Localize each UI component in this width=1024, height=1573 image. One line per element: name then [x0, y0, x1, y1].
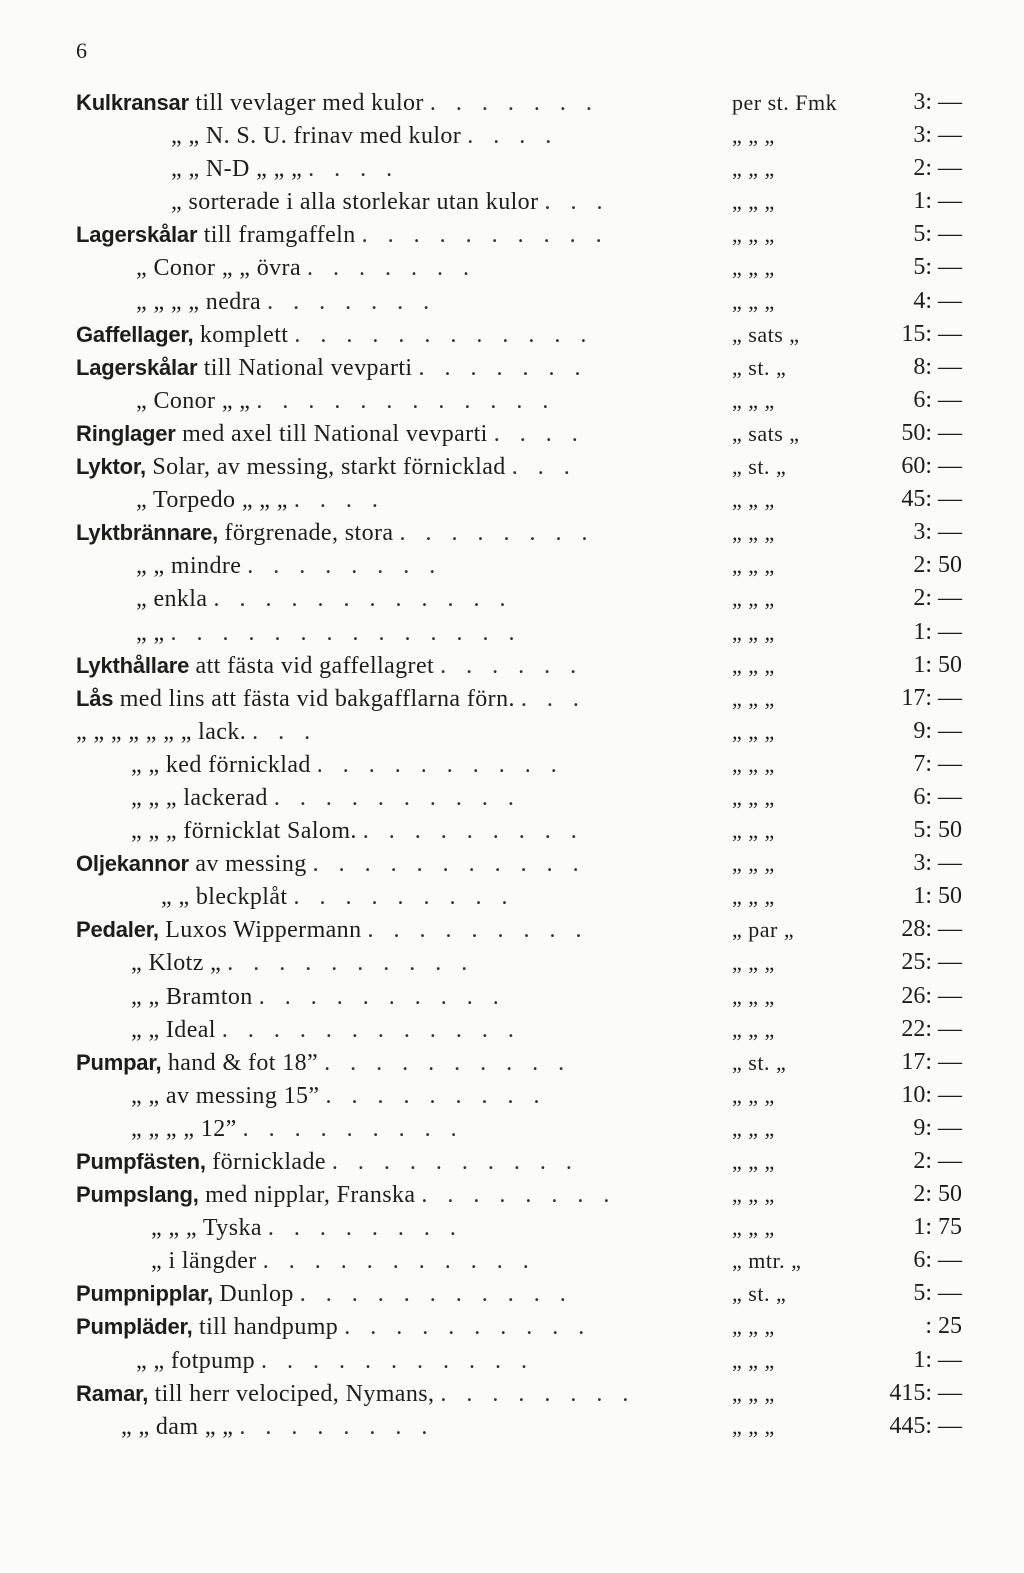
price-row	[76, 549, 966, 582]
item-description	[76, 682, 586, 716]
item-price: 415: —	[889, 1379, 962, 1406]
item-price: 445: —	[889, 1412, 962, 1439]
dot-leader: . . . . . . . . .	[362, 818, 584, 845]
item-description	[171, 185, 609, 219]
item-price: 17: —	[901, 684, 962, 711]
item-description	[76, 1046, 571, 1080]
item-unit: „ „ „	[732, 1215, 775, 1241]
item-unit: „ „ „	[732, 718, 775, 744]
item-price: 9: —	[913, 1114, 962, 1141]
item-unit: „ st. „	[732, 454, 787, 480]
item-name: Lagerskålar	[76, 354, 198, 380]
dot-leader: . . . .	[467, 123, 559, 150]
item-unit: „ „ „	[732, 950, 775, 976]
item-detail: „ i längder	[151, 1248, 257, 1275]
item-price: 5: 50	[913, 817, 962, 844]
item-description	[76, 1145, 579, 1179]
item-description	[136, 384, 555, 418]
item-unit: „ „ „	[732, 156, 775, 182]
item-detail: till vevlager med kulor	[188, 90, 424, 116]
item-unit: „ „ „	[732, 1413, 775, 1439]
price-row	[76, 86, 966, 119]
item-detail: till handpump	[192, 1314, 339, 1341]
item-name: Ramar,	[76, 1380, 149, 1406]
item-unit: „ st. „	[732, 1049, 787, 1075]
item-detail: Solar, av messing, starkt förnicklad	[145, 454, 506, 481]
item-name: Pumpfästen,	[76, 1149, 206, 1174]
page-number: 6	[76, 38, 87, 63]
price-row	[76, 748, 966, 781]
item-detail: till National vevparti	[197, 354, 413, 381]
item-description	[76, 649, 583, 683]
item-detail: „ „ mindre	[136, 553, 242, 580]
item-detail: „ „ av messing 15”	[131, 1082, 320, 1109]
price-row	[76, 1344, 966, 1377]
item-detail: till herr velociped, Nymans,	[148, 1380, 435, 1407]
item-description	[131, 1079, 546, 1113]
item-description	[136, 483, 385, 517]
price-row	[76, 1013, 966, 1046]
item-detail: med lins att fästa vid bakgafflarna förn.	[113, 685, 515, 712]
dot-leader: . . . .	[293, 487, 385, 514]
item-detail: komplett	[193, 321, 289, 348]
item-price: 28: —	[901, 916, 962, 943]
item-price: : 25	[925, 1313, 962, 1340]
item-unit: „ „ „	[732, 652, 775, 678]
item-description	[76, 1277, 573, 1311]
item-detail: „ „ „ „ „ „ „ lack.	[76, 718, 247, 745]
price-row	[76, 1277, 966, 1310]
price-row	[76, 1410, 966, 1443]
item-unit: „ sats „	[732, 420, 800, 446]
item-unit: „ „ „	[732, 884, 775, 910]
price-row	[76, 946, 966, 979]
dot-leader: . . . .	[308, 156, 400, 183]
item-name: Lagerskålar	[76, 222, 198, 248]
item-price: 3: —	[913, 850, 962, 877]
item-detail: „ „ Bramton	[131, 983, 253, 1010]
item-price: 1: 50	[913, 883, 962, 910]
item-price: 15: —	[901, 320, 962, 347]
item-price: 5: —	[913, 221, 962, 248]
item-name: Lyktbrännare,	[76, 520, 219, 546]
item-detail: „ „ „ „ nedra	[136, 288, 262, 315]
item-description	[136, 582, 512, 616]
item-detail: „ sorterade i alla storlekar utan kulor	[171, 189, 539, 216]
item-description	[76, 450, 577, 484]
item-description	[76, 1178, 616, 1212]
price-row	[76, 1211, 966, 1244]
price-row	[76, 218, 966, 251]
item-unit: „ „ „	[732, 1380, 775, 1406]
dot-leader: . . . . . . . . . .	[227, 950, 475, 977]
item-name: Lås	[76, 685, 114, 711]
price-row	[76, 483, 966, 516]
price-row	[76, 351, 966, 384]
item-unit: „ „ „	[732, 851, 775, 877]
item-price: 1: 75	[913, 1214, 962, 1241]
price-row	[76, 1112, 966, 1145]
item-description	[76, 913, 589, 947]
item-description	[131, 980, 506, 1014]
item-detail: „ „ dam „ „	[121, 1413, 234, 1440]
item-unit: „ „ „	[732, 288, 775, 314]
item-price: 1: —	[913, 618, 962, 645]
price-row	[76, 119, 966, 152]
dot-leader: . . . . . . . .	[440, 1380, 636, 1407]
item-detail: hand & fot 18”	[161, 1049, 319, 1076]
price-row	[76, 715, 966, 748]
item-description	[131, 781, 521, 815]
item-price: 17: —	[901, 1048, 962, 1075]
item-unit: „ sats „	[732, 321, 800, 347]
item-name: Kulkransar	[76, 90, 189, 115]
item-unit: „ „ „	[732, 685, 775, 711]
price-row	[76, 814, 966, 847]
dot-leader: . . . . . . . . . .	[361, 222, 609, 249]
item-description	[131, 814, 584, 848]
dot-leader: . . . . . . . . . . . .	[256, 387, 556, 414]
item-description	[76, 417, 585, 451]
dot-leader: . . . .	[493, 420, 585, 447]
item-price: 5: —	[913, 254, 962, 281]
item-detail: „ enkla	[136, 586, 208, 613]
price-row	[76, 649, 966, 682]
item-unit: „ „ „	[732, 553, 775, 579]
dot-leader: . . . . . . . . . . .	[312, 851, 586, 878]
item-price: 1: —	[913, 1346, 962, 1373]
item-description	[131, 748, 564, 782]
item-unit: „ „ „	[732, 1314, 775, 1340]
price-row	[76, 152, 966, 185]
price-row	[76, 616, 966, 649]
dot-leader: . . . . . . . . . .	[273, 784, 521, 811]
item-price: 3: —	[913, 89, 962, 115]
item-detail: till framgaffeln	[197, 222, 356, 249]
item-price: 2: 50	[913, 552, 962, 579]
dot-leader: . . . . . . . . .	[242, 1115, 464, 1142]
item-description	[131, 1013, 521, 1047]
item-detail: „ „	[136, 619, 165, 646]
item-price: 3: —	[913, 122, 962, 149]
item-unit: „ „ „	[732, 255, 775, 281]
price-row	[76, 318, 966, 351]
price-row	[76, 781, 966, 814]
item-name: Ringlager	[76, 420, 176, 446]
item-description	[131, 946, 474, 980]
item-unit: „ st. „	[732, 354, 787, 380]
item-price: 10: —	[901, 1081, 962, 1108]
price-row	[76, 516, 966, 549]
price-row	[76, 285, 966, 318]
dot-leader: . . . . . . . .	[267, 1215, 463, 1242]
item-detail: „ „ Ideal	[131, 1016, 216, 1043]
item-unit: „ „ „	[732, 983, 775, 1009]
item-description	[76, 351, 587, 385]
item-price: 7: —	[913, 750, 962, 777]
dot-leader: . . . . . . . . .	[367, 917, 589, 944]
item-detail: „ „ „ „ 12”	[131, 1115, 237, 1142]
item-description	[121, 1410, 434, 1444]
item-price: 3: —	[913, 519, 962, 546]
item-name: Pumpar,	[76, 1049, 162, 1075]
item-unit: „ par „	[732, 917, 795, 943]
dot-leader: . . . . . . .	[429, 90, 599, 116]
item-unit: „ „ „	[732, 189, 775, 215]
item-price: 2: —	[913, 585, 962, 612]
item-description	[171, 152, 399, 186]
dot-leader: . . . . . .	[440, 652, 584, 679]
dot-leader: . . . . . . . . .	[325, 1082, 547, 1109]
item-detail: Dunlop	[212, 1281, 294, 1308]
item-description	[76, 715, 317, 749]
item-price: 1: —	[913, 188, 962, 215]
item-price: 9: —	[913, 717, 962, 744]
dot-leader: . . . . . . . . . .	[331, 1149, 579, 1175]
item-price: 5: —	[913, 1280, 962, 1307]
item-description	[151, 1211, 463, 1245]
item-description	[76, 1377, 635, 1411]
item-description	[131, 1112, 464, 1146]
dot-leader: . . . . . . . .	[239, 1413, 435, 1440]
item-unit: „ „ „	[732, 1115, 775, 1141]
price-row	[76, 1079, 966, 1112]
item-description	[76, 218, 609, 252]
item-price: 45: —	[901, 486, 962, 513]
item-price: 8: —	[913, 353, 962, 380]
item-unit: „ „ „	[732, 784, 775, 810]
item-name: Lykthållare	[76, 652, 190, 678]
dot-leader: . . . . . . . . .	[293, 884, 515, 911]
item-description	[171, 119, 558, 153]
item-detail: „ Conor „ „ övra	[136, 255, 302, 282]
price-list	[76, 86, 966, 1443]
item-description	[76, 318, 593, 352]
item-price: 1: 50	[913, 651, 962, 678]
item-price: 6: —	[913, 783, 962, 810]
dot-leader: . . . . . . . .	[421, 1182, 617, 1209]
item-description	[161, 880, 514, 914]
item-unit: „ „ „	[732, 818, 775, 844]
item-price: 25: —	[901, 949, 962, 976]
dot-leader: . . . . . . . . . .	[344, 1314, 592, 1341]
item-description	[136, 1344, 534, 1378]
item-description	[136, 549, 442, 583]
item-unit: „ „ „	[732, 586, 775, 612]
price-row	[76, 1046, 966, 1079]
item-detail: med axel till National vevparti	[175, 420, 488, 447]
item-description	[136, 616, 522, 650]
dot-leader: . . . . . . . . . . . .	[221, 1016, 521, 1043]
item-name: Pumpnipplar,	[76, 1281, 213, 1307]
item-detail: „ „ ked förnicklad	[131, 751, 311, 778]
price-row	[76, 251, 966, 284]
item-detail: „ „ fotpump	[136, 1347, 256, 1374]
price-row	[76, 1145, 966, 1178]
item-description	[151, 1244, 536, 1278]
item-price: 50: —	[901, 419, 962, 446]
item-detail: förgrenade, stora	[218, 520, 394, 547]
item-name: Pumpslang,	[76, 1182, 199, 1208]
dot-leader: . . .	[511, 454, 577, 481]
dot-leader: . . .	[544, 189, 610, 216]
price-row	[76, 880, 966, 913]
item-description	[76, 516, 594, 550]
item-description	[76, 86, 599, 120]
dot-leader: . . . . . . .	[418, 354, 588, 381]
item-detail: „ „ „ förnicklat Salom.	[131, 818, 357, 845]
price-row	[76, 1310, 966, 1343]
item-name: Gaffellager,	[76, 321, 194, 347]
item-unit: „ „ „	[732, 619, 775, 645]
item-name: Oljekannor	[76, 851, 189, 877]
item-detail: „ „ „ lackerad	[131, 784, 268, 811]
item-price: 60: —	[901, 453, 962, 480]
price-row	[76, 450, 966, 483]
dot-leader: . . . . . . . .	[247, 553, 443, 580]
item-unit: „ „ „	[732, 1016, 775, 1042]
item-detail: „ „ „ Tyska	[151, 1215, 262, 1242]
item-detail: „ „ N-D „ „ „	[171, 156, 303, 183]
item-price: 2: —	[913, 155, 962, 182]
item-price: 4: —	[913, 287, 962, 314]
item-description	[136, 251, 476, 285]
dot-leader: . . .	[520, 685, 586, 712]
dot-leader: . . . . . . . . . .	[316, 751, 564, 778]
price-row	[76, 417, 966, 450]
item-detail: av messing	[188, 851, 307, 878]
item-unit: „ mtr. „	[732, 1248, 802, 1274]
item-unit: „ „ „	[732, 1082, 775, 1108]
item-unit: „ „ „	[732, 1182, 775, 1208]
price-row	[76, 384, 966, 417]
dot-leader: . . . . . . . . . . . .	[294, 321, 594, 348]
dot-leader: . . . . . . . . . . .	[261, 1347, 535, 1374]
price-row	[76, 582, 966, 615]
item-detail: „ Torpedo „ „ „	[136, 487, 288, 514]
price-row	[76, 1377, 966, 1410]
item-detail: „ „ bleckplåt	[161, 884, 288, 911]
item-unit: „ „ „	[732, 751, 775, 777]
item-unit: „ „ „	[732, 487, 775, 513]
dot-leader: . . . . . . . . . .	[324, 1049, 572, 1076]
item-unit: „ „ „	[732, 387, 775, 413]
item-unit: „ „ „	[732, 1347, 775, 1373]
dot-leader: . . .	[252, 718, 318, 745]
dot-leader: . . . . . . . . . .	[258, 983, 506, 1010]
dot-leader: . . . . . . .	[267, 288, 437, 315]
item-unit: „ „ „	[732, 1149, 775, 1174]
item-price: 26: —	[901, 982, 962, 1009]
dot-leader: . . . . . . . . . . . . . .	[170, 619, 522, 646]
item-price: 6: —	[913, 1247, 962, 1274]
price-row	[76, 1244, 966, 1277]
item-description	[76, 847, 586, 881]
dot-leader: . . . . . . . . . . . .	[213, 586, 513, 613]
price-row	[76, 847, 966, 880]
item-price: 2: 50	[913, 1181, 962, 1208]
price-row	[76, 682, 966, 715]
item-price: 2: —	[913, 1148, 962, 1174]
item-description	[76, 1310, 591, 1344]
item-unit: per st. Fmk	[732, 90, 838, 115]
item-unit: „ st. „	[732, 1281, 787, 1307]
item-price: 22: —	[901, 1015, 962, 1042]
item-name: Pumpläder,	[76, 1314, 193, 1340]
dot-leader: . . . . . . . . . . .	[299, 1281, 573, 1308]
dot-leader: . . . . . . . . . . .	[262, 1248, 536, 1275]
item-detail: „ „ N. S. U. frinav med kulor	[171, 123, 462, 150]
item-detail: med nipplar, Franska	[198, 1182, 416, 1209]
item-description	[136, 285, 436, 319]
dot-leader: . . . . . . . .	[399, 520, 595, 547]
item-name: Lyktor,	[76, 454, 146, 480]
price-row	[76, 185, 966, 218]
item-detail: „ Conor „ „	[136, 387, 251, 414]
item-detail: att fästa vid gaffellagret	[189, 652, 435, 679]
item-unit: „ „ „	[732, 123, 775, 149]
price-row	[76, 1178, 966, 1211]
price-row	[76, 980, 966, 1013]
item-unit: „ „ „	[732, 222, 775, 248]
item-name: Pedaler,	[76, 917, 159, 943]
item-detail: „ Klotz „	[131, 950, 222, 977]
price-row	[76, 913, 966, 946]
item-price: 6: —	[913, 386, 962, 413]
item-unit: „ „ „	[732, 520, 775, 546]
item-detail: förnicklade	[205, 1149, 326, 1175]
dot-leader: . . . . . . .	[307, 255, 477, 282]
item-detail: Luxos Wippermann	[158, 917, 362, 944]
